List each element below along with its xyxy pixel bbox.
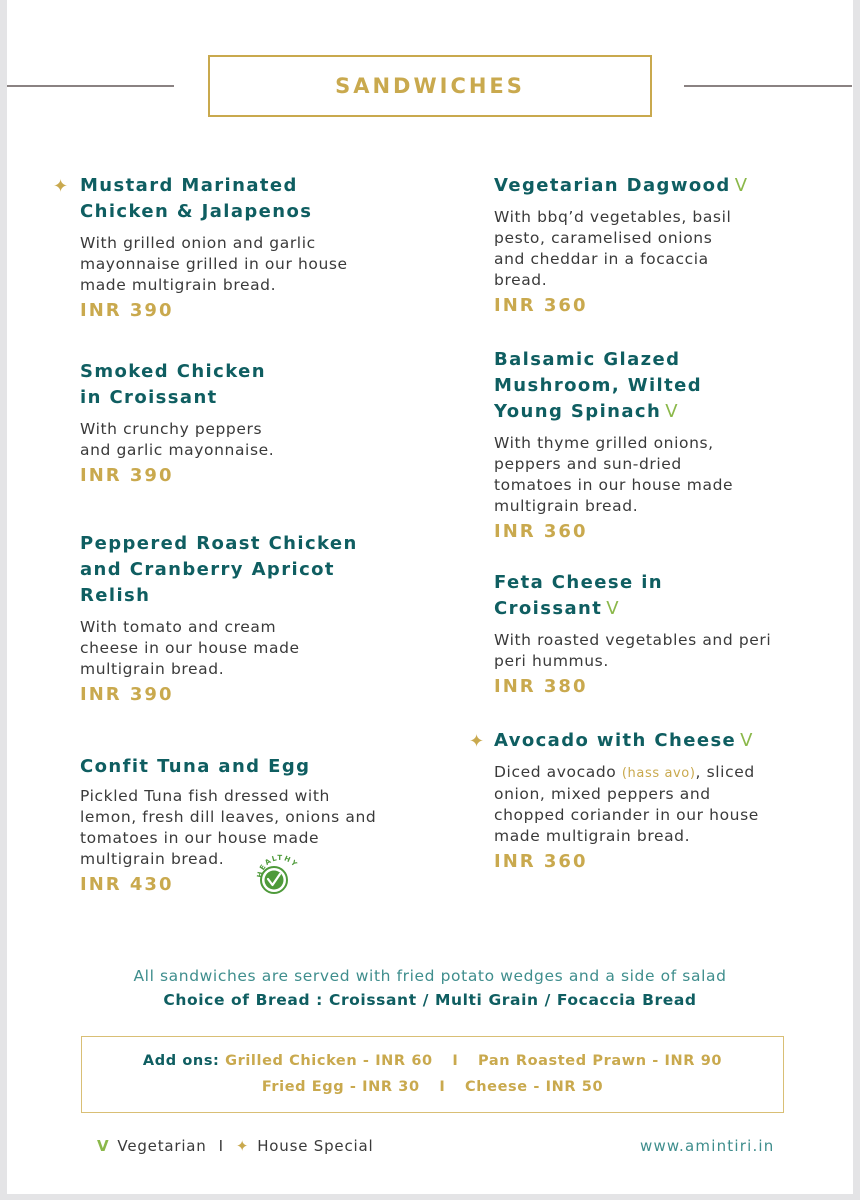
addons-row [82,1079,783,1095]
healthy-badge-text: HEALTHY [255,853,300,879]
section-title: SANDWICHES [335,74,525,98]
title-rule-left [7,85,174,87]
item-price: INR 390 [80,684,174,705]
item-description: With tomato and cream cheese in our house made multigrain bread. [80,618,300,678]
item-description: With thyme grilled onions, peppers and sun-dried tomatoes in our house made multigrain bread. [494,434,734,515]
menu-item [494,570,794,699]
served-with-note: All sandwiches are served with fried potato wedges and a side of salad [133,967,727,985]
house-special-star-icon: ✦ [53,176,69,197]
item-name: Peppered Roast Chicken and Cranberry Apricot Relish [80,533,358,606]
addon-separator: I [452,1053,459,1069]
vegetarian-mark-icon: V [665,401,679,422]
menu-item [494,173,794,318]
website-link[interactable]: www.amintiri.in [640,1137,775,1155]
house-special-star-icon: ✦ [469,731,485,752]
item-price: INR 430 [80,874,174,895]
menu-item [494,347,794,544]
item-price: INR 360 [494,521,588,542]
item-description: With crunchy peppers and garlic mayonnaise. [80,420,275,459]
item-description: Pickled Tuna fish dressed with lemon, fresh dill leaves, onions and tomatoes in our house made multigrain bread. [80,787,377,868]
legend-house-special-label: House Special [257,1137,374,1155]
item-description [494,762,794,847]
item-description-highlight: (hass avo) [621,766,696,781]
section-title-box [208,55,652,117]
menu-item [80,359,420,488]
item-price: INR 390 [80,300,174,321]
item-name: Confit Tuna and Egg [80,756,311,777]
item-price: INR 380 [494,676,588,697]
vegetarian-mark-icon: V [734,175,749,196]
menu-item [80,754,420,897]
item-price: INR 360 [494,851,588,872]
addon-separator: I [439,1079,446,1095]
addons-box [81,1036,784,1113]
item-name: Smoked Chicken in Croissant [80,361,266,408]
house-special-star-icon: ✦ [235,1137,250,1155]
legend [97,1137,373,1155]
legend-vegetarian-label: Vegetarian [117,1137,207,1155]
item-name: Vegetarian Dagwood [494,175,731,196]
vegetarian-mark-icon: V [606,598,620,619]
item-description: With bbq’d vegetables, basil pesto, caramelised onions and cheddar in a focaccia bread. [494,208,732,289]
item-price: INR 360 [494,295,588,316]
vegetarian-mark-icon: V [740,730,754,751]
vegetarian-mark-icon: V [97,1137,110,1155]
item-description-start: Diced avocado [494,763,622,781]
menu-item [80,173,420,323]
legend-separator: I [218,1137,224,1155]
addon-item: Pan Roasted Prawn - INR 90 [478,1053,723,1069]
item-name: Feta Cheese in Croissant [494,572,664,619]
menu-item [80,531,420,707]
healthy-badge-icon [254,852,304,898]
item-price: INR 390 [80,465,174,486]
item-description: With roasted vegetables and peri peri hummus. [494,631,772,670]
bread-choice-note: Choice of Bread : Croissant / Multi Grain / Focaccia Bread [163,991,697,1009]
item-description-rest: , sliced onion, mixed peppers and chopped coriander in our house made multigrain bread. [494,763,759,845]
item-name: Avocado with Cheese [494,730,737,751]
addons-label: Add ons: [142,1053,220,1069]
menu-page [7,0,853,1194]
item-description: With grilled onion and garlic mayonnaise grilled in our house made multigrain bread. [80,234,348,294]
addon-item: Fried Egg - INR 30 [261,1079,420,1095]
item-name: Balsamic Glazed Mushroom, Wilted Young Spinach [494,349,703,422]
title-rule-right [684,85,852,87]
addon-item: Cheese - INR 50 [465,1079,604,1095]
menu-item [494,728,794,874]
addons-row [82,1053,783,1069]
addon-item: Grilled Chicken - INR 60 [225,1053,433,1069]
item-name: Mustard Marinated Chicken & Jalapenos [80,175,313,222]
